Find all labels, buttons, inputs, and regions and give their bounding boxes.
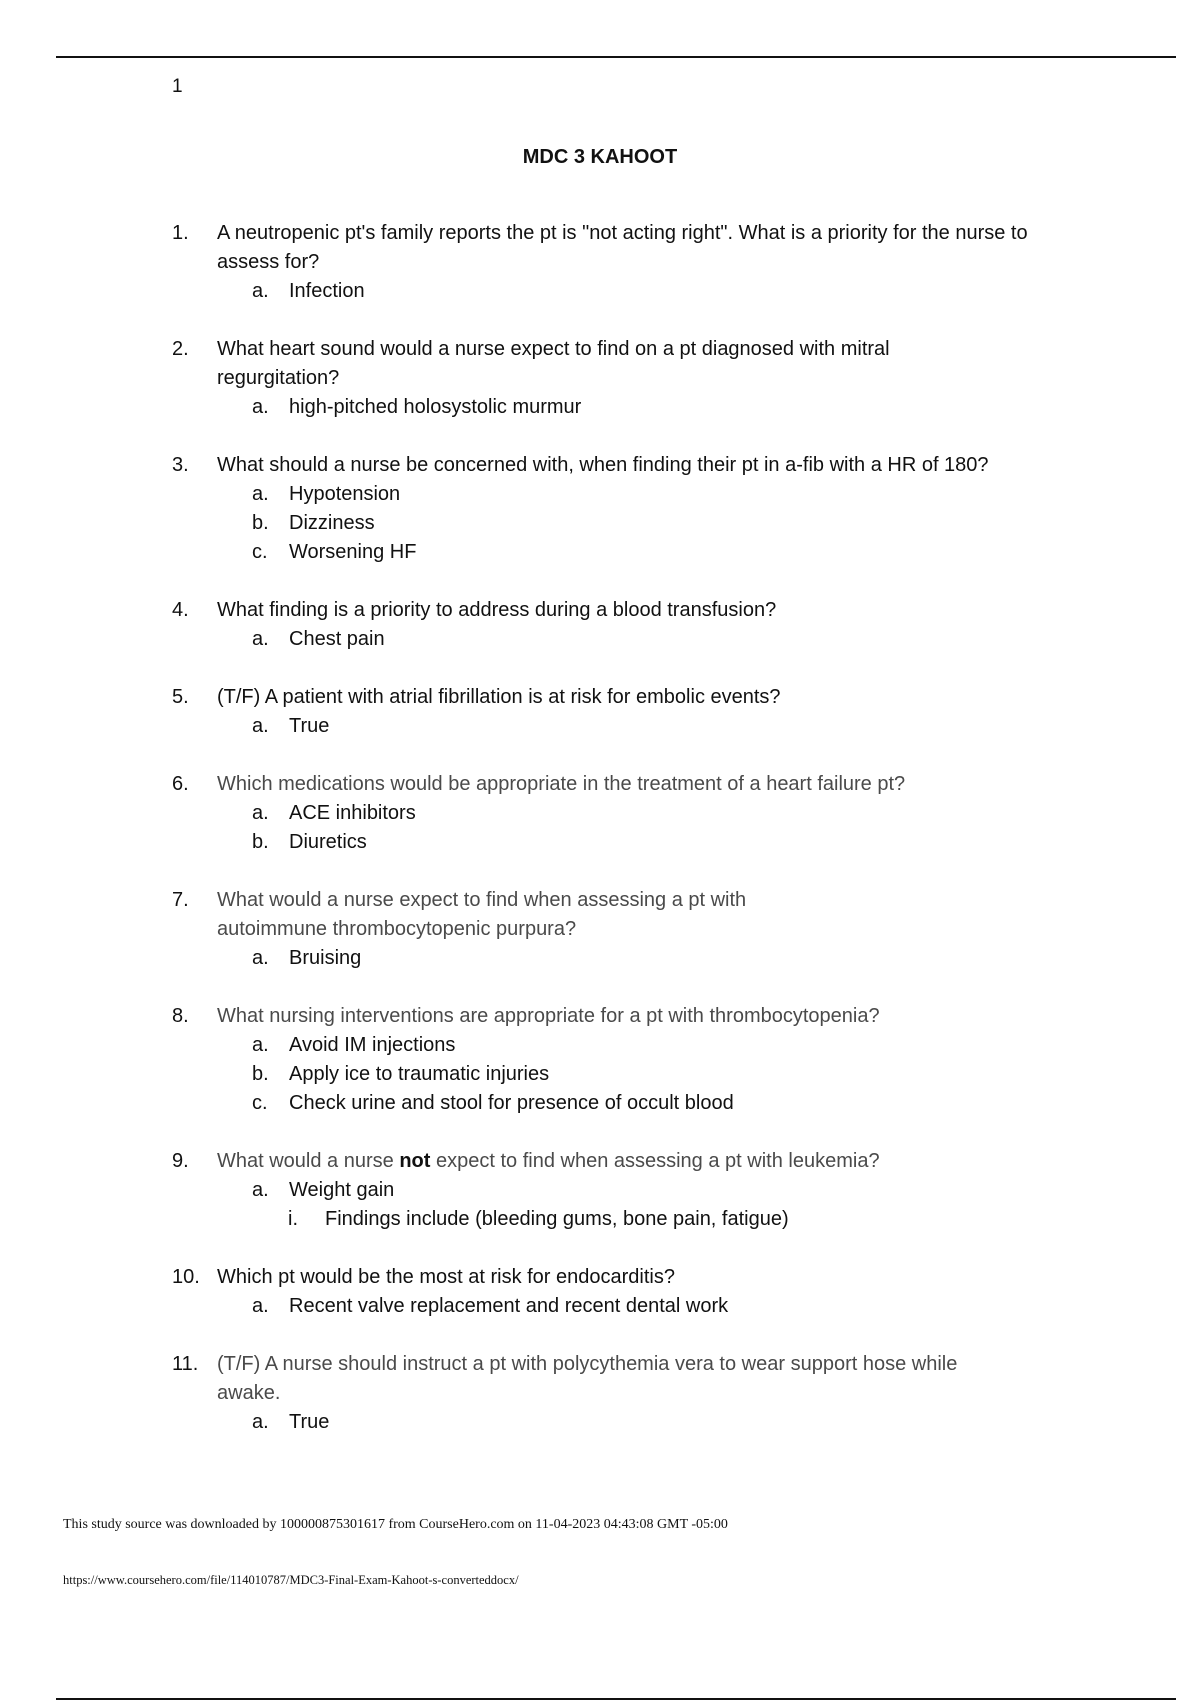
question-text-after: expect to find when assessing a pt with leukemia? [430,1150,880,1172]
answer-letter: a. [252,1411,269,1433]
answer-letter: a. [252,628,269,650]
answer-text: Avoid IM injections [289,1034,456,1056]
answer-letter: a. [252,280,269,302]
answer-item [252,509,1092,538]
answer-letter: a. [252,1034,269,1056]
answer-item [252,538,1092,567]
answer-list [217,625,1092,654]
question-text: What would a nurse expect to find when assessing a pt with autoimmune thrombocytopenic purpura? [217,889,747,940]
answer-item [252,712,1092,741]
answer-letter: b. [252,1063,269,1085]
question-text: (T/F) A patient with atrial fibrillation is at risk for embolic events? [217,686,781,708]
question-text-before: What would a nurse [217,1150,400,1172]
answer-item [252,480,1092,509]
answer-list [217,712,1092,741]
question-number: 6. [172,773,189,795]
answer-text: high-pitched holosystolic murmur [289,396,582,418]
question-text: Which medications would be appropriate in the treatment of a heart failure pt? [217,773,906,795]
answer-letter: a. [252,396,269,418]
question-text: (T/F) A nurse should instruct a pt with polycythemia vera to wear support hose while awake. [217,1353,958,1404]
answer-letter: c. [252,1092,268,1114]
source-url-link[interactable]: https://www.coursehero.com/file/114010787/MDC3-Final-Exam-Kahoot-s-converteddocx/ [63,1573,519,1587]
sub-answer-list [252,1205,1092,1234]
answer-list [217,480,1092,567]
sub-answer-numeral: i. [288,1208,298,1230]
answer-list [217,1408,1092,1437]
question-number: 8. [172,1005,189,1027]
question-number: 2. [172,338,189,360]
question-number: 1. [172,222,189,244]
answer-item [252,828,1092,857]
question-text: What nursing interventions are appropriate for a pt with thrombocytopenia? [217,1005,880,1027]
answer-list [217,277,1092,306]
answer-list [217,1176,1092,1234]
question-text: What finding is a priority to address during a blood transfusion? [217,599,777,621]
question-item [172,596,1092,654]
answer-item [252,1060,1092,1089]
answer-letter: a. [252,1179,269,1201]
answer-item [252,944,1092,973]
question-text: A neutropenic pt's family reports the pt is "not acting right". What is a priority for the nurse to assess for? [217,222,1028,273]
answer-list [217,1292,1092,1321]
answer-letter: b. [252,512,269,534]
question-number: 3. [172,454,189,476]
answer-item [252,625,1092,654]
question-item [172,335,1092,422]
answer-text: Chest pain [289,628,385,650]
answer-item [252,277,1092,306]
answer-list [217,944,1092,973]
answer-text: Worsening HF [289,541,417,563]
question-text: What should a nurse be concerned with, when finding their pt in a-fib with a HR of 180? [217,454,989,476]
answer-text: True [289,1411,330,1433]
answer-letter: b. [252,831,269,853]
answer-text: True [289,715,330,737]
question-item [172,1002,1092,1118]
question-item [172,1350,1092,1437]
question-number: 10. [172,1266,200,1288]
page-title: MDC 3 KAHOOT [522,146,678,168]
answer-text: Check urine and stool for presence of occult blood [289,1092,734,1114]
answer-text: ACE inhibitors [289,802,416,824]
question-item [172,770,1092,857]
page-number: 1 [172,76,183,97]
question-item [172,219,1092,306]
question-text-emphasis: not [399,1150,431,1172]
answer-text: Hypotension [289,483,401,505]
sub-answer-item [288,1205,1092,1234]
answer-text: Bruising [289,947,362,969]
answer-item [252,1089,1092,1118]
question-item [172,683,1092,741]
answer-letter: c. [252,541,268,563]
sub-answer-text: Findings include (bleeding gums, bone pain, fatigue) [325,1208,789,1230]
question-number: 11. [172,1353,199,1375]
question-list [172,219,1092,1466]
question-number: 9. [172,1150,189,1172]
answer-text: Apply ice to traumatic injuries [289,1063,550,1085]
answer-item [252,799,1092,828]
answer-list [217,799,1092,857]
answer-item [252,1031,1092,1060]
question-item [172,886,1092,973]
answer-letter: a. [252,1295,269,1317]
answer-text: Recent valve replacement and recent dental work [289,1295,729,1317]
answer-text: Infection [289,280,365,302]
question-item [172,1263,1092,1321]
question-item [172,1147,1092,1234]
answer-list [217,1031,1092,1118]
answer-text: Diuretics [289,831,367,853]
top-rule [56,56,1176,58]
answer-list [217,393,1092,422]
answer-item [252,1176,1092,1234]
answer-letter: a. [252,483,269,505]
question-text: Which pt would be the most at risk for endocarditis? [217,1266,675,1288]
download-notice: This study source was downloaded by 100000875301617 from CourseHero.com on 11-04-2023 04:43:08 GMT -05:00 [63,1517,728,1532]
question-number: 7. [172,889,189,911]
answer-letter: a. [252,947,269,969]
question-text [217,1147,1092,1176]
question-number: 5. [172,686,189,708]
question-text: What heart sound would a nurse expect to find on a pt diagnosed with mitral regurgitation? [217,338,890,389]
answer-item [252,1408,1092,1437]
answer-item [252,393,1092,422]
question-item [172,451,1092,567]
answer-letter: a. [252,715,269,737]
answer-text: Dizziness [289,512,375,534]
answer-text: Weight gain [289,1179,395,1201]
question-number: 4. [172,599,189,621]
answer-letter: a. [252,802,269,824]
answer-item [252,1292,1092,1321]
